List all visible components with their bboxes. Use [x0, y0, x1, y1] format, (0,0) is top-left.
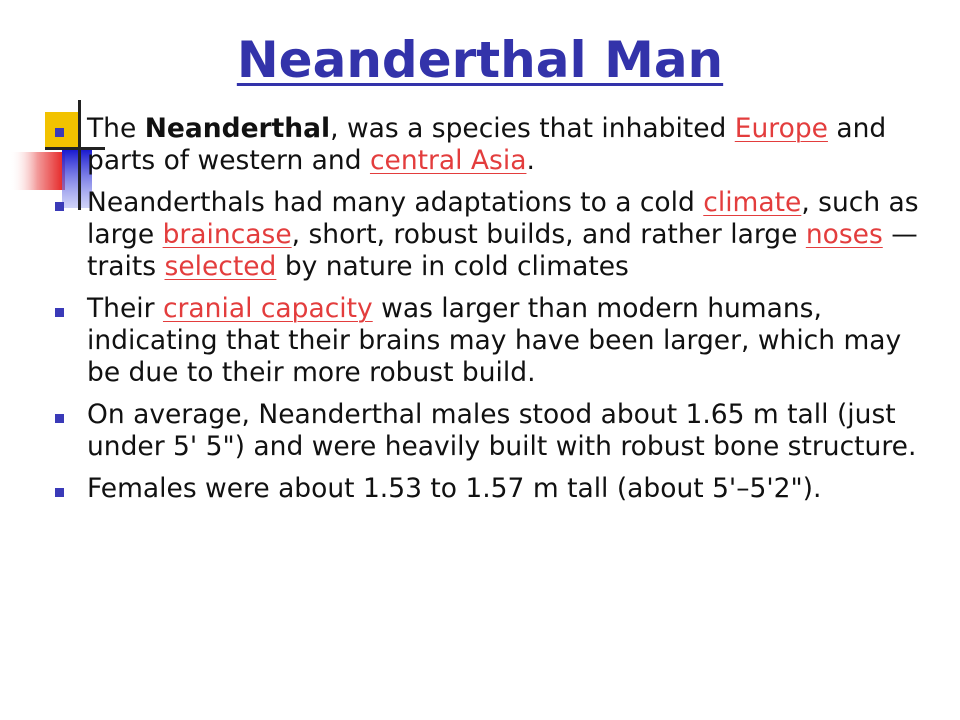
- bullet-text: — traits: [87, 219, 918, 282]
- bullet-text: was larger than modern humans, indicating that their brains may have been larger, which may be due to their more robust build.: [87, 293, 902, 388]
- bullet-list: [45, 113, 925, 515]
- bullet-bold-term: Neanderthal: [144, 113, 331, 144]
- bullet-text: Neanderthals had many adaptations to a cold: [87, 187, 704, 218]
- bullet-item: [45, 473, 925, 505]
- bullet-marker-icon: [55, 488, 64, 497]
- bullet-marker-icon: [55, 202, 64, 211]
- bullet-marker-icon: [55, 308, 64, 317]
- bullet-text: The: [87, 113, 145, 144]
- bullet-marker-icon: [55, 414, 64, 423]
- bullet-item: [45, 113, 925, 177]
- bullet-text: Their: [87, 293, 163, 324]
- bullet-text: by nature in cold climates: [276, 251, 629, 282]
- bullet-text: , was a species that inhabited: [330, 113, 735, 144]
- bullet-text: , short, robust builds, and rather large: [291, 219, 806, 250]
- bullet-marker-icon: [55, 128, 64, 137]
- link-central-asia[interactable]: central Asia: [369, 145, 527, 176]
- link-selected[interactable]: selected: [164, 251, 277, 282]
- bullet-text: , such as large: [87, 187, 919, 250]
- bullet-text: .: [526, 145, 535, 176]
- link-europe[interactable]: Europe: [734, 113, 828, 144]
- bullet-text: Females were about 1.53 to 1.57 m tall (about 5'–5'2").: [87, 473, 822, 504]
- bullet-item: [45, 293, 925, 389]
- link-noses[interactable]: noses: [805, 219, 883, 250]
- slide-title: Neanderthal Man: [236, 31, 724, 89]
- link-braincase[interactable]: braincase: [162, 219, 292, 250]
- bullet-text: and parts of western and: [87, 113, 887, 176]
- bullet-text: On average, Neanderthal males stood about 1.65 m tall (just under 5' 5") and were heavily built with robust bone structure.: [87, 399, 917, 462]
- link-cranial-capacity[interactable]: cranial capacity: [162, 293, 373, 324]
- link-climate[interactable]: climate: [703, 187, 802, 218]
- bullet-item: [45, 399, 925, 463]
- bullet-item: [45, 187, 925, 283]
